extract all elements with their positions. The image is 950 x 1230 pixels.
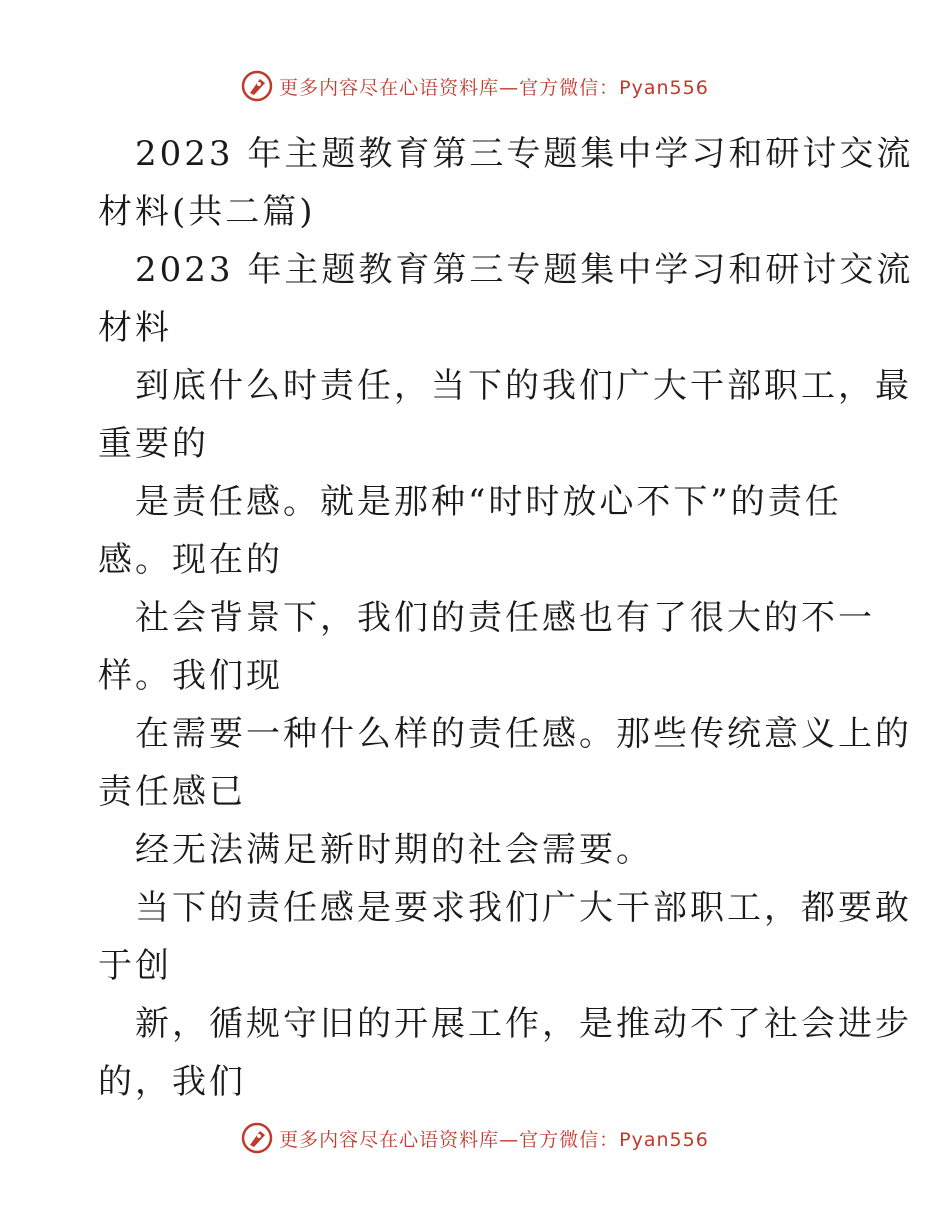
text-line: 材料(共二篇)	[98, 192, 316, 232]
text-line: 社会背景下，我们的责任感也有了很大的不一	[135, 598, 875, 638]
text-line: 到底什么时责任，当下的我们广大干部职工，最	[135, 366, 912, 406]
watermark-text: 更多内容尽在心语资料库—官方微信：Pyan556	[279, 76, 709, 99]
text-line: 2023 年主题教育第三专题集中学习和研讨交流	[135, 134, 914, 174]
text-line: 材料	[98, 308, 172, 348]
watermark-text: 更多内容尽在心语资料库—官方微信：Pyan556	[279, 1128, 709, 1151]
header-watermark-banner	[0, 70, 950, 102]
text-line: 是责任感。就是那种“时时放心不下”的责任	[135, 482, 842, 522]
pen-nib-logo-icon	[241, 70, 273, 102]
text-line: 新，循规守旧的开展工作，是推动不了社会进步	[135, 1004, 912, 1044]
text-line: 2023 年主题教育第三专题集中学习和研讨交流	[135, 250, 914, 290]
footer-watermark-banner	[0, 1122, 950, 1154]
text-line: 经无法满足新时期的社会需要。	[135, 830, 653, 870]
text-line: 重要的	[98, 424, 209, 464]
text-line: 于创	[98, 946, 172, 986]
text-line: 当下的责任感是要求我们广大干部职工，都要敢	[135, 888, 912, 928]
text-line: 在需要一种什么样的责任感。那些传统意义上的	[135, 714, 912, 754]
text-line: 感。现在的	[98, 540, 283, 580]
text-line: 样。我们现	[98, 656, 283, 696]
document-body	[98, 125, 914, 1111]
pen-nib-logo-icon	[241, 1122, 273, 1154]
text-line: 的，我们	[98, 1062, 246, 1102]
text-line: 责任感已	[98, 772, 246, 812]
